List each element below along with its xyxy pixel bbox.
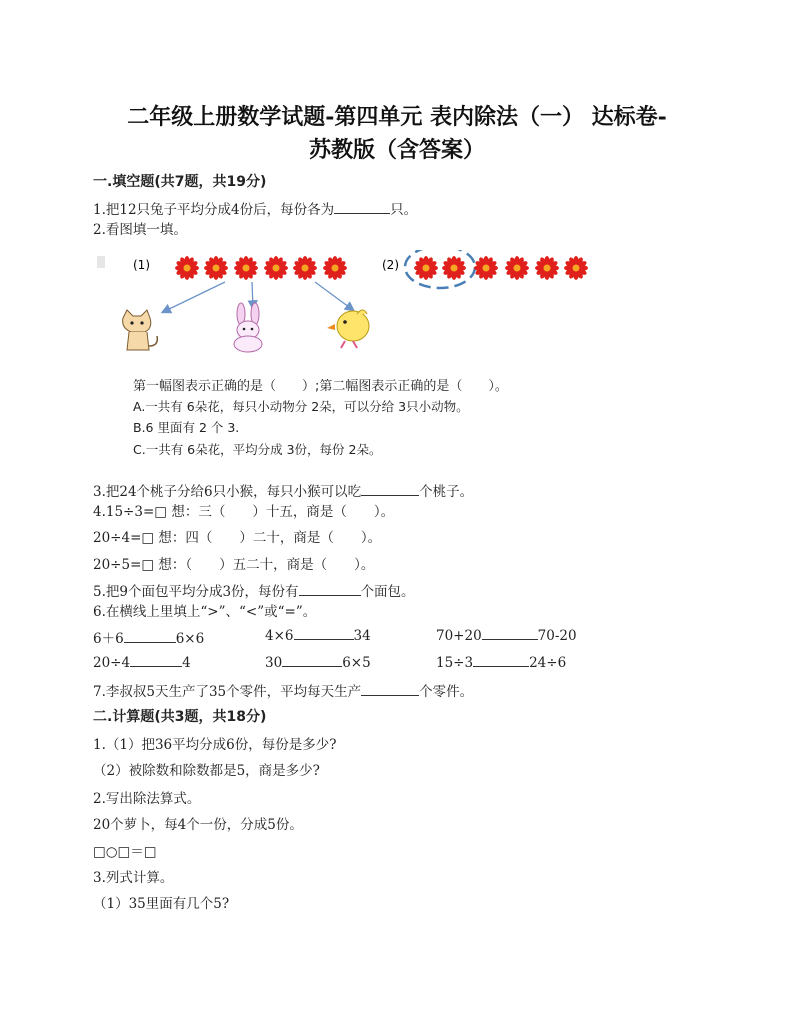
figure-question: 第一幅图表示正确的是（ ）;第二幅图表示正确的是（ ）。 [133, 379, 508, 394]
q3-suffix: 个桃子。 [419, 484, 474, 500]
arrow-to-cat [163, 282, 225, 312]
q7-text: 7.李叔叔5天生产了35个零件，平均每天生产 [93, 684, 362, 700]
answer-blank [361, 683, 419, 696]
question-5 [93, 580, 415, 600]
calc-3-part1: （1）35里面有几个5? [93, 896, 230, 912]
compare-item: 70+20 70-20 [436, 628, 577, 644]
corner-mark [97, 256, 105, 268]
flowers-animals-figure [95, 250, 615, 362]
chick-icon [327, 310, 369, 348]
rabbit-icon [234, 303, 262, 352]
option-c: C.一共有 6朵花，平均分成 3份，每份 2朵。 [133, 442, 382, 457]
answer-blank [334, 201, 390, 214]
flower-icon [234, 256, 258, 280]
question-7 [93, 680, 473, 700]
flower-icon [474, 256, 498, 280]
flower-icon [535, 256, 559, 280]
section-heading-fill: 一.填空题(共7题，共19分) [93, 174, 267, 190]
flower-icon [323, 256, 347, 280]
q1-suffix: 只。 [390, 202, 418, 218]
calc-2: 2.写出除法算式。 [93, 791, 201, 807]
flower-icon [564, 256, 588, 280]
answer-blank [361, 483, 419, 496]
figure-label-2: (2) [382, 258, 399, 272]
flower-icon [204, 256, 228, 280]
q3-text: 3.把24个桃子分给6只小猴，每只小猴可以吃 [93, 484, 362, 500]
doc-title-line2: 苏教版（含答案） [308, 137, 485, 163]
option-b: B.6 里面有 2 个 3. [133, 420, 240, 435]
flower-icon [414, 256, 438, 280]
question-4-part3: 20÷5=□ 想：（ ）五二十，商是（ ）。 [93, 557, 375, 573]
cat-icon [123, 310, 158, 350]
section-heading-calc: 二.计算题(共3题，共18分) [93, 709, 267, 725]
compare-item: 15÷3 24÷6 [436, 655, 567, 671]
compare-item: 30 6×5 [265, 655, 371, 671]
calc-1-part2: （2）被除数和除数都是5，商是多少? [93, 763, 320, 779]
arrow-to-chick [315, 282, 353, 310]
flower-icon [175, 256, 199, 280]
flower-icon [442, 256, 466, 280]
question-4-part2: 20÷4=□ 想：四（ ）二十，商是（ ）。 [93, 530, 382, 546]
answer-blank [299, 583, 361, 596]
flower-icon [293, 256, 317, 280]
question-1 [93, 198, 417, 218]
question-2: 2.看图填一填。 [93, 222, 187, 238]
question-4-part1: 4.15÷3=□ 想：三（ ）十五，商是（ ）。 [93, 504, 395, 520]
calc-2-formula: □○□＝□ [93, 844, 157, 860]
calc-3: 3.列式计算。 [93, 870, 174, 886]
q1-text: 1.把12只兔子平均分成4份后，每份各为 [93, 202, 335, 218]
doc-title-line1: 二年级上册数学试题-第四单元 表内除法（一） 达标卷- [127, 104, 667, 130]
question-6: 6.在横线上里填上“>”、“<”或“=”。 [93, 604, 317, 620]
flower-icon [264, 256, 288, 280]
compare-item: 6＋6 6×6 [93, 631, 205, 647]
figure-label-1: (1) [133, 258, 150, 272]
option-a: A.一共有 6朵花，每只小动物分 2朵，可以分给 3只小动物。 [133, 399, 469, 414]
q5-suffix: 个面包。 [360, 584, 415, 600]
compare-item: 4×6 34 [265, 628, 371, 644]
q5-text: 5.把9个面包平均分成3份，每份有 [93, 584, 299, 600]
calc-2-text: 20个萝卜，每4个一份，分成5份。 [93, 817, 303, 833]
q7-suffix: 个零件。 [419, 684, 474, 700]
calc-1-part1: 1.（1）把36平均分成6份，每份是多少? [93, 737, 337, 753]
compare-item: 20÷4 4 [93, 655, 191, 671]
flower-icon [505, 256, 529, 280]
question-3 [93, 480, 473, 500]
